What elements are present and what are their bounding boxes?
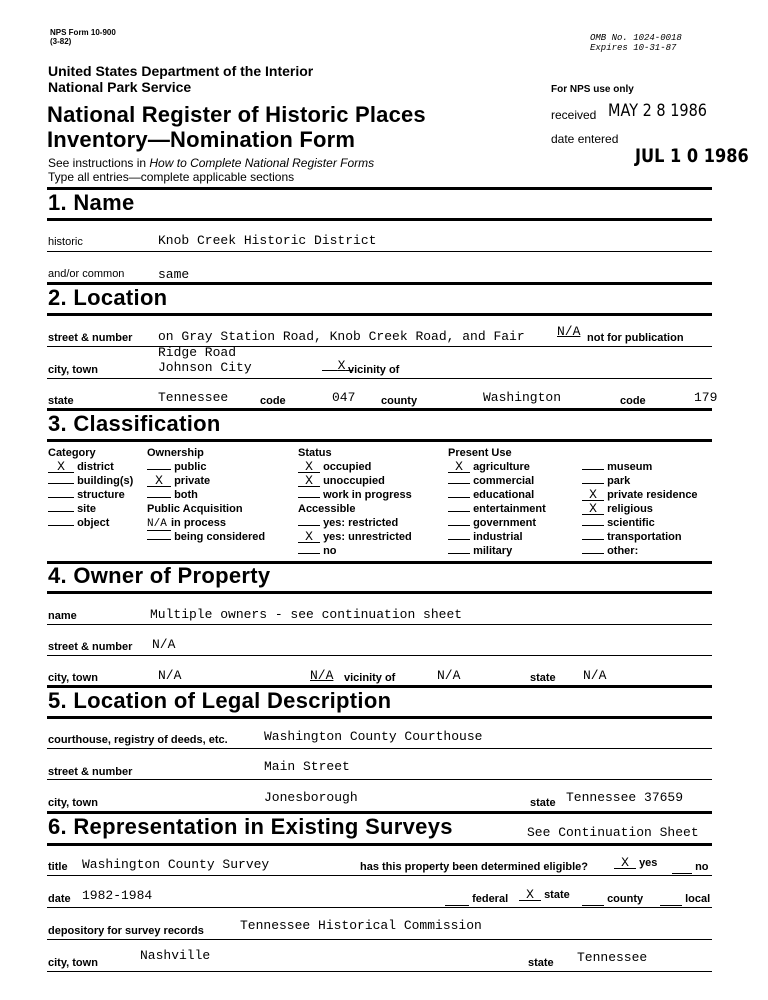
section-5-title: 5. Location of Legal Description [48, 688, 392, 713]
county-label: county [381, 395, 418, 407]
owner-city-label: city, town [48, 672, 98, 684]
county-value: Washington [483, 390, 562, 405]
use-item: industrial [448, 531, 523, 543]
street-value: on Gray Station Road, Knob Creek Road, and Fair [158, 329, 525, 344]
code2-label: code [620, 395, 646, 407]
field-line [47, 971, 712, 972]
eligible-yes: X yes [614, 857, 657, 869]
ownership-heading: Ownership [147, 447, 204, 459]
instructions-line1: See instructions in How to Complete National Register Forms [48, 156, 375, 170]
ownership-item: public [147, 461, 206, 473]
form-title-line1: National Register of Historic Places [47, 102, 426, 127]
owner-vicinity-value: N/A [437, 668, 461, 683]
level-county: county [582, 893, 643, 906]
field-line [47, 624, 712, 625]
code-label: code [260, 395, 286, 407]
section-rule [47, 716, 712, 719]
accessible-item: yes: restricted [298, 517, 398, 529]
owner-street-label: street & number [48, 641, 133, 653]
vicinity-label: vicinity of [348, 364, 400, 376]
use-item: X religious [582, 503, 653, 515]
section-2-title: 2. Location [48, 285, 168, 310]
level-federal: federal [445, 893, 508, 906]
state-value: Tennessee [158, 390, 229, 405]
omb-number: OMB No. 1024-0018 [590, 33, 682, 43]
form-number: NPS Form 10-900 [50, 28, 116, 37]
legal-street-value: Main Street [264, 759, 350, 774]
department-name: United States Department of the Interior [48, 63, 314, 79]
category-heading: Category [48, 447, 96, 459]
section-4-title: 4. Owner of Property [48, 563, 271, 588]
category-item: X district [48, 461, 114, 473]
status-item: work in progress [298, 489, 412, 501]
field-line [47, 378, 712, 379]
ownership-item: both [147, 489, 198, 501]
level-state: X state [519, 889, 570, 901]
code2-value: 179 [694, 390, 718, 405]
depository-city-label: city, town [48, 957, 98, 969]
accessible-heading: Accessible [298, 503, 356, 515]
status-item: X unoccupied [298, 475, 385, 487]
section-rule [47, 313, 712, 316]
street-value-line2: Ridge Road [158, 345, 237, 360]
form-revision: (3-82) [50, 37, 72, 46]
depository-city-value: Nashville [140, 948, 211, 963]
ownership-item: X private [147, 475, 210, 487]
legal-state-value: Tennessee 37659 [566, 790, 684, 805]
survey-title-value: Washington County Survey [82, 857, 270, 872]
use-item: educational [448, 489, 534, 501]
acquisition-item: N/A in process [147, 517, 227, 530]
category-item: object [48, 517, 109, 529]
vicinity-mark: X [337, 358, 346, 373]
section-1-title: 1. Name [48, 190, 135, 215]
nfp-label: not for publication [587, 332, 684, 344]
use-item: park [582, 475, 630, 487]
form-title-line2: Inventory—Nomination Form [47, 127, 356, 152]
section-rule [47, 439, 712, 442]
courthouse-label: courthouse, registry of deeds, etc. [48, 734, 228, 746]
status-heading: Status [298, 447, 332, 459]
historic-label: historic [48, 236, 83, 248]
level-local: local [660, 893, 710, 906]
section-rule [47, 187, 712, 190]
legal-city-value: Jonesborough [264, 790, 358, 805]
category-item: building(s) [48, 475, 133, 487]
owner-city-value: N/A [158, 668, 182, 683]
legal-street-label: street & number [48, 766, 133, 778]
depository-label: depository for survey records [48, 925, 204, 937]
historic-value: Knob Creek Historic District [158, 233, 377, 248]
use-item: X agriculture [448, 461, 530, 473]
use-item: other: [582, 545, 638, 557]
owner-street-value: N/A [152, 637, 176, 652]
use-item: X private residence [582, 489, 698, 501]
accessible-item: no [298, 545, 337, 557]
expiration-date: Expires 10-31-87 [590, 43, 677, 53]
received-stamp: MAY 2 8 1986 [608, 101, 707, 121]
owner-vicinity-label: vicinity of [344, 672, 396, 684]
accessible-item: X yes: unrestricted [298, 531, 412, 543]
field-line [47, 779, 712, 780]
city-value: Johnson City [158, 360, 252, 375]
present-use-heading: Present Use [448, 447, 512, 459]
survey-date-label: date [48, 893, 71, 905]
legal-city-label: city, town [48, 797, 98, 809]
field-line [47, 907, 712, 908]
field-line [47, 939, 712, 940]
acquisition-heading: Public Acquisition [147, 503, 243, 515]
nfp-mark: N/A [557, 324, 581, 339]
use-item: museum [582, 461, 652, 473]
use-item: commercial [448, 475, 534, 487]
survey-note: See Continuation Sheet [527, 825, 699, 840]
common-value: same [158, 267, 190, 282]
nps-use-only: For NPS use only [551, 84, 634, 95]
legal-state-label: state [530, 797, 556, 809]
status-item: X occupied [298, 461, 371, 473]
field-line [47, 346, 712, 347]
section-3-title: 3. Classification [48, 411, 221, 436]
owner-state-label: state [530, 672, 556, 684]
owner-name-label: name [48, 610, 77, 622]
depository-state-value: Tennessee [577, 950, 648, 965]
owner-name-value: Multiple owners - see continuation sheet [150, 607, 463, 622]
depository-value: Tennessee Historical Commission [240, 918, 482, 933]
received-label: received [551, 108, 597, 122]
service-name: National Park Service [48, 79, 192, 95]
use-item: scientific [582, 517, 655, 529]
eligible-no: no [672, 861, 709, 874]
eligible-question: has this property been determined eligible? [360, 861, 588, 873]
field-line [47, 748, 712, 749]
use-item: transportation [582, 531, 682, 543]
survey-date-value: 1982-1984 [82, 888, 153, 903]
courthouse-value: Washington County Courthouse [264, 729, 483, 744]
section-rule [47, 591, 712, 594]
survey-title-label: title [48, 861, 68, 873]
common-label: and/or common [48, 268, 125, 280]
section-6-title: 6. Representation in Existing Surveys [48, 814, 453, 839]
section-rule [47, 218, 712, 221]
street-label: street & number [48, 332, 133, 344]
depository-state-label: state [528, 957, 554, 969]
state-label: state [48, 395, 74, 407]
date-entered-label: date entered [551, 132, 619, 146]
date-entered-stamp: JUL 1 0 1986 [635, 145, 749, 167]
section-rule [47, 843, 712, 846]
instructions-line2: Type all entries—complete applicable sections [48, 170, 295, 184]
use-item: military [448, 545, 512, 557]
use-item: entertainment [448, 503, 546, 515]
owner-state-value: N/A [583, 668, 607, 683]
owner-vicinity-mark: N/A [310, 668, 334, 683]
field-line [47, 875, 712, 876]
use-item: government [448, 517, 536, 529]
city-label: city, town [48, 364, 98, 376]
code-value: 047 [332, 390, 356, 405]
field-line [47, 655, 712, 656]
category-item: structure [48, 489, 125, 501]
field-line [47, 251, 712, 252]
category-item: site [48, 503, 96, 515]
acquisition-item: being considered [147, 531, 265, 543]
